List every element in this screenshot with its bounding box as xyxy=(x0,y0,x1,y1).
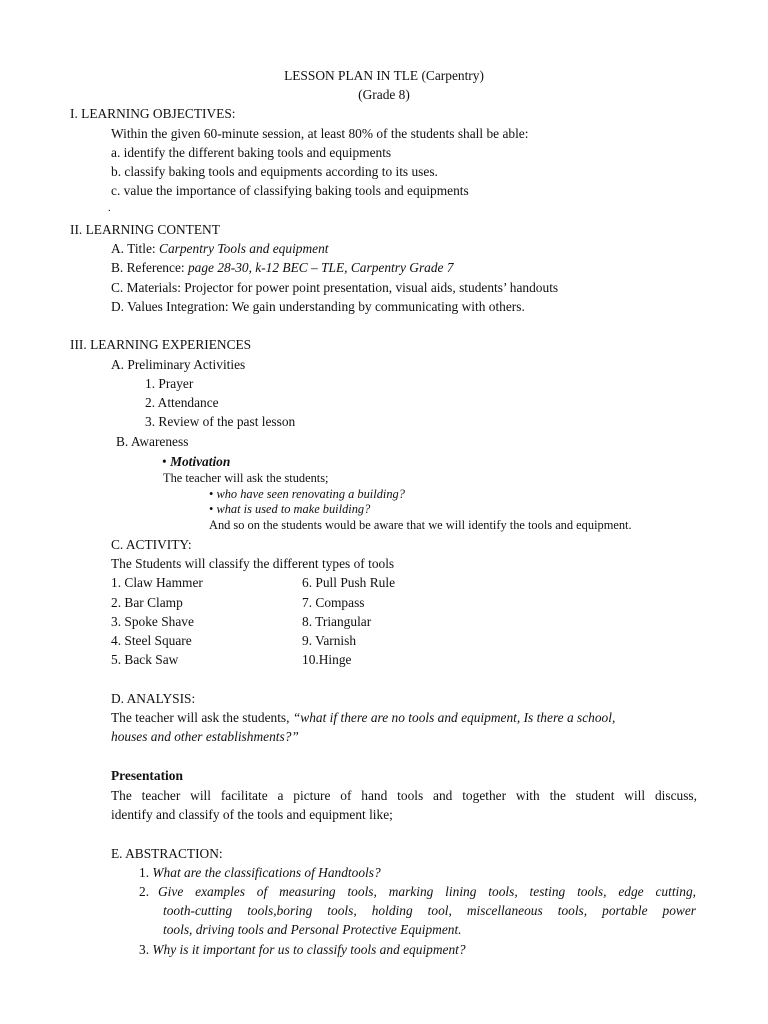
experiences-heading: III. LEARNING EXPERIENCES xyxy=(70,337,252,352)
bullet-icon: • xyxy=(209,502,214,516)
analysis-line xyxy=(111,708,615,727)
analysis-quote-continued: houses and other establishments?” xyxy=(111,729,299,744)
content-values: D. Values Integration: We gain understanding by communicating with others. xyxy=(111,299,525,314)
content-heading: II. LEARNING CONTENT xyxy=(70,222,220,237)
awareness-closing: And so on the students would be aware that we will identify the tools and equipment. xyxy=(209,518,632,532)
analysis-lead: The teacher will ask the students, xyxy=(111,710,293,725)
tool-item: 7. Compass xyxy=(302,595,365,610)
motivation-label: Motivation xyxy=(170,454,231,469)
reference-label: B. Reference: xyxy=(111,260,188,275)
tool-item: 10.Hinge xyxy=(302,652,352,667)
tool-item: 4. Steel Square xyxy=(111,633,192,648)
preliminary-label: A. Preliminary Activities xyxy=(111,357,246,372)
bullet-icon: • xyxy=(209,487,214,501)
reference-value: page 28-30, k-12 BEC – TLE, Carpentry Grade 7 xyxy=(187,260,454,275)
question-text: Why is it important for us to classify tools and equipment? xyxy=(152,942,466,957)
objectives-intro: Within the given 60-minute session, at least 80% of the students shall be able: xyxy=(111,126,529,141)
stray-dot: . xyxy=(108,202,111,214)
preliminary-item: 1. Prayer xyxy=(145,376,194,391)
tool-item: 5. Back Saw xyxy=(111,652,179,667)
content-materials: C. Materials: Projector for power point presentation, visual aids, students’ handouts xyxy=(111,280,559,295)
objective-item: b. classify baking tools and equipments according to its uses. xyxy=(111,164,438,179)
tool-item: 2. Bar Clamp xyxy=(111,595,183,610)
document-grade: (Grade 8) xyxy=(358,87,410,102)
abstraction-question-1 xyxy=(139,863,381,882)
preliminary-item: 3. Review of the past lesson xyxy=(145,414,296,429)
question-number: 1. xyxy=(139,865,150,880)
presentation-text: The teacher will facilitate a picture of hand tools and together with the student will discuss, xyxy=(111,788,697,803)
abstraction-question-2-end: tools, driving tools and Personal Protective Equipment. xyxy=(163,922,462,937)
document-title: LESSON PLAN IN TLE (Carpentry) xyxy=(284,68,484,83)
awareness-label: B. Awareness xyxy=(116,434,189,449)
activity-intro: The Students will classify the different types of tools xyxy=(111,556,395,571)
title-value: Carpentry Tools and equipment xyxy=(159,241,329,256)
title-label: A. Title: xyxy=(111,241,160,256)
tool-item: 3. Spoke Shave xyxy=(111,614,194,629)
objectives-heading: I. LEARNING OBJECTIVES: xyxy=(70,106,236,121)
abstraction-question-2: Give examples of measuring tools, marking lining tools, testing tools, edge cutting, xyxy=(158,884,696,899)
content-title xyxy=(111,239,329,258)
abstraction-label: E. ABSTRACTION: xyxy=(111,846,223,861)
tool-item: 1. Claw Hammer xyxy=(111,575,203,590)
tool-item: 9. Varnish xyxy=(302,633,357,648)
objective-item: a. identify the different baking tools and equipments xyxy=(111,145,392,160)
abstraction-question-2-continued: tooth-cutting tools,boring tools, holding tool, miscellaneous tools, portable power xyxy=(163,903,696,918)
tool-item: 6. Pull Push Rule xyxy=(302,575,396,590)
presentation-heading: Presentation xyxy=(111,768,183,783)
analysis-label: D. ANALYSIS: xyxy=(111,691,196,706)
question-text: what is used to make building? xyxy=(216,502,371,516)
analysis-quote: “what if there are no tools and equipment, Is there a school, xyxy=(292,710,616,725)
objective-item: c. value the importance of classifying baking tools and equipments xyxy=(111,183,469,198)
presentation-text-continued: identify and classify of the tools and equipment like; xyxy=(111,807,393,822)
teacher-line: The teacher will ask the students; xyxy=(163,471,329,485)
activity-label: C. ACTIVITY: xyxy=(111,537,192,552)
question-number: 3. xyxy=(139,942,150,957)
preliminary-item: 2. Attendance xyxy=(145,395,219,410)
question-text: who have seen renovating a building? xyxy=(216,487,405,501)
bullet-icon: • xyxy=(162,454,167,469)
abstraction-question-2-number: 2. xyxy=(139,884,150,899)
tool-item: 8. Triangular xyxy=(302,614,372,629)
question-text: What are the classifications of Handtools? xyxy=(152,865,381,880)
content-reference xyxy=(111,258,454,277)
abstraction-question-3 xyxy=(139,940,466,959)
